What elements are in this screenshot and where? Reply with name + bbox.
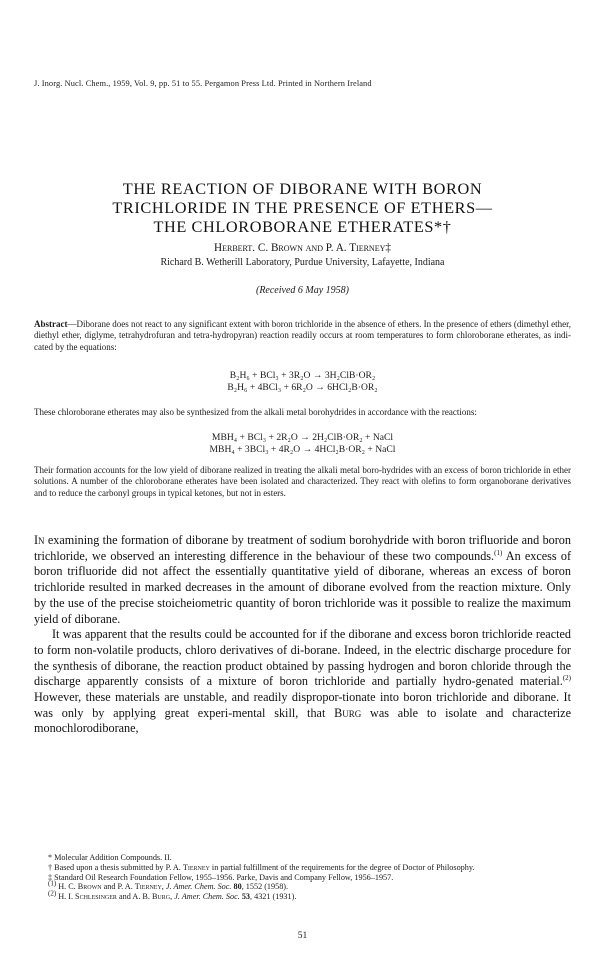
equation-1: B₂H₆ + BCl₃ + 3R₂O → 3H₂ClB·OR₂	[229, 370, 376, 381]
abstract-label: Abstract	[34, 319, 68, 329]
affiliation: Richard B. Wetherill Laboratory, Purdue University, Lafayette, Indiana	[160, 257, 445, 268]
article-title	[0, 179, 605, 236]
page-number: 51	[297, 930, 308, 941]
abstract-text-2: These chloroborane etherates may also be synthesized from the alkali metal borohydrides in accordance with the reactions:	[34, 407, 477, 417]
footnotes	[34, 853, 571, 902]
title-line-2: TRICHLORIDE IN THE PRESENCE OF ETHERS—	[112, 198, 493, 217]
abstract-paragraph-1	[34, 319, 571, 353]
equation-3: MBH₄ + BCl₃ + 2R₂O → 2H₂ClB·OR₂ + NaCl	[211, 432, 394, 443]
footnote-2: † Based upon a thesis submitted by P. A. Tierney in partial fulfillment of the requirements for the degree of Doctor of Philosophy.	[48, 862, 475, 872]
author-name: Burg	[334, 705, 362, 720]
abstract-text-3: Their formation accounts for the low yield of diborane realized in treating the alkali metal boro-hydrides with an excess of boron trichloride in ether solutions. A number of the chloroborane etherates have been isolated and characterized. They react with olefins to form organoborane derivatives and to reduce the carbonyl groups in typical ketones, but not in esters.	[34, 465, 571, 498]
abstract-text-1: —Diborane does not react to any significant extent with boron trichloride in the absence of ethers. In the presence of ethers (dimethyl ether, diethyl ether, diglyme, tetrahydrofuran and tetra-hydropyran) reaction readily occurs at room temperatures to form chloroborane etherates, as indi-cated by the equations:	[34, 319, 571, 352]
abstract-paragraph-2	[34, 407, 571, 418]
journal-citation: J. Inorg. Nucl. Chem., 1959, Vol. 9, pp. 51 to 55. Pergamon Press Ltd. Printed in Northern Ireland	[34, 79, 372, 88]
body-paragraph-2: It was apparent that the results could be accounted for if the diborane and excess boron trichloride reacted to form non-volatile products, chloro derivatives of di-borane. Indeed, in the electric discharge procedure for the synthesis of diborane, the reaction product obtained by passing hydrogen and boron chloride through the discharge apparently consists of a mixture of boron trichloride and partially hydro-genated material.$^{(2)}$ However, these materials are unstable, and readily dispropor-tionate into boron trichloride and diborane. It was only by applying great experi-mental skill, that Burg was able to isolate and characterize monochlorodiborane,	[34, 627, 571, 736]
body-text	[34, 533, 571, 737]
equation-block-1	[0, 370, 605, 394]
footnote-1: * Molecular Addition Compounds. II.	[48, 853, 172, 862]
abstract-paragraph-3	[34, 465, 571, 499]
equation-block-2	[0, 432, 605, 456]
reference-mark: (1)	[494, 548, 503, 557]
reference-1: $^{(1)}$ H. C. Brown and P. A. Tierney, J. Amer. Chem. Soc. 80, 1552 (1958).	[48, 879, 289, 892]
body-paragraph-1: In examining the formation of diborane by treatment of sodium borohydride with boron trifluoride and boron trichloride, we observed an interesting difference in the behaviour of these two compounds.$^{(1)}$ An excess of boron trifluoride did not affect the essentially quantitative yield of diborane, whereas an excess of boron trichloride resulted in marked decreases in the amount of diborane evolved from the reaction mixture. Only by the use of the precise stoicheiometric quantity of boron trichloride was it possible to realize the maximum yield of diborane.	[34, 533, 572, 626]
equation-2: B₂H₆ + 4BCl₃ + 6R₂O → 6HCl₂B·OR₂	[227, 382, 378, 393]
authors: Herbert. C. Brown and P. A. Tierney‡	[214, 242, 391, 254]
lead-word: In	[34, 533, 45, 547]
footnote-3: ‡ Standard Oil Research Foundation Fellow, 1955–1956. Parke, Davis and Company Fellow, 1956–1957.	[48, 872, 394, 882]
received-date: (Received 6 May 1958)	[255, 285, 349, 296]
reference-mark: (2)	[562, 674, 571, 683]
title-line-1: THE REACTION OF DIBORANE WITH BORON	[122, 179, 483, 198]
title-line-3: THE CHLOROBORANE ETHERATES*†	[153, 217, 452, 236]
reference-2: $^{(2)}$ H. I. Schlesinger and A. B. Burg, J. Amer. Chem. Soc. 53, 4321 (1931).	[48, 889, 297, 902]
equation-4: MBH₄ + 3BCl₃ + 4R₂O → 4HCl₂B·OR₂ + NaCl	[209, 444, 396, 455]
